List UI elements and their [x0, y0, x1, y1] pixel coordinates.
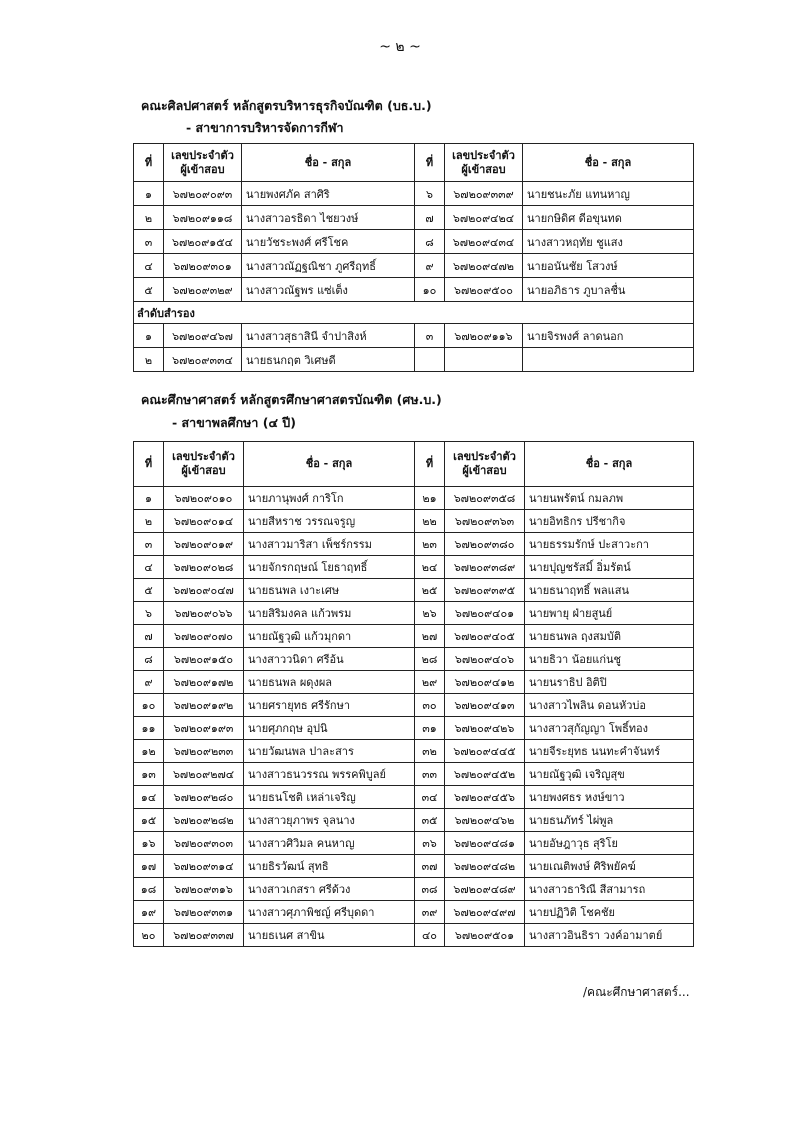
table-row [134, 579, 694, 602]
full-name-cell: นายวัชระพงศ์ ศรีโชค [242, 230, 415, 254]
row-number-cell: ๑๓ [134, 763, 164, 786]
row-number-cell: ๓๓ [415, 763, 445, 786]
exam-id-cell: ๖๗๒๐๙๔๖๒ [445, 809, 525, 832]
exam-id-cell: ๖๗๒๐๙๓๓๗ [164, 924, 244, 947]
exam-id-cell: ๖๗๒๐๙๔๕๒ [445, 763, 525, 786]
exam-id-cell: ๖๗๒๐๙๒๘๒ [164, 809, 244, 832]
reserve-label: ลำดับสำรอง [134, 302, 694, 324]
exam-id-cell: ๖๗๒๐๙๔๑๒ [445, 671, 525, 694]
col-id-header: เลขประจำตัว ผู้เข้าสอบ [164, 442, 244, 487]
row-number-cell: ๒๕ [415, 579, 445, 602]
full-name-cell: นางสาวธนวรรณ พรรคพิบูลย์ [244, 763, 415, 786]
table-header-row [134, 144, 694, 182]
row-number-cell: ๑๑ [134, 717, 164, 740]
full-name-cell: นายจักรกฤษณ์ โยธาฤทธิ์ [244, 556, 415, 579]
exam-id-cell: ๖๗๒๐๙๒๗๔ [164, 763, 244, 786]
col-name-header: ชื่อ - สกุล [242, 144, 415, 182]
exam-id-cell: ๖๗๒๐๙๓๓๔ [164, 348, 242, 372]
row-number-cell: ๑๔ [134, 786, 164, 809]
col-id-header: เลขประจำตัว ผู้เข้าสอบ [164, 144, 242, 182]
full-name-cell: นายพงศธร หงษ์ขาว [525, 786, 694, 809]
full-name-cell: นายณัฐวุฒิ เจริญสุข [525, 763, 694, 786]
row-number-cell: ๒๖ [415, 602, 445, 625]
full-name-cell: นายสิริมงคล แก้วพรม [244, 602, 415, 625]
full-name-cell: นายธนพล เงาะเศษ [244, 579, 415, 602]
table-row [134, 230, 694, 254]
table-row [134, 855, 694, 878]
exam-id-cell: ๖๗๒๐๙๓๙๕ [445, 579, 525, 602]
full-name-cell: นายอภิธาร ภูบาลชื่น [523, 278, 694, 302]
exam-id-cell: ๖๗๒๐๙๑๕๔ [164, 230, 242, 254]
row-number-cell: ๑๖ [134, 832, 164, 855]
exam-id-cell: ๖๗๒๐๙๔๓๔ [445, 230, 523, 254]
row-number-cell: ๒๐ [134, 924, 164, 947]
exam-id-cell: ๖๗๒๐๙๑๙๓ [164, 717, 244, 740]
table-row [134, 809, 694, 832]
full-name-cell: นายนราธิป อิติปิ [525, 671, 694, 694]
row-number-cell: ๒๗ [415, 625, 445, 648]
full-name-cell: นายธนกฤต วิเศษดี [242, 348, 415, 372]
exam-id-cell: ๖๗๒๐๙๔๕๖ [445, 786, 525, 809]
page-number: ~ ๒ ~ [379, 39, 421, 55]
exam-id-cell: ๖๗๒๐๙๓๑๔ [164, 855, 244, 878]
row-number-cell: ๕ [134, 579, 164, 602]
row-number-cell: ๒๒ [415, 510, 445, 533]
row-number-cell: ๒๑ [415, 487, 445, 510]
exam-id-cell: ๖๗๒๐๙๐๖๖ [164, 602, 244, 625]
row-number-cell: ๓ [134, 533, 164, 556]
row-number-cell: ๑ [134, 182, 164, 206]
full-name-cell: นายอิทธิกร ปรีชากิจ [525, 510, 694, 533]
exam-id-cell: ๖๗๒๐๙๓๓๑ [164, 901, 244, 924]
full-name-cell: นายชนะภัย แทนหาญ [523, 182, 694, 206]
full-name-cell: นางสาวเกสรา ศรีด้วง [244, 878, 415, 901]
exam-id-cell: ๖๗๒๐๙๔๘๙ [445, 878, 525, 901]
row-number-cell: ๓ [134, 230, 164, 254]
table-row [134, 182, 694, 206]
table-row [134, 625, 694, 648]
table-row [134, 348, 694, 372]
exam-id-cell: ๖๗๒๐๙๔๔๕ [445, 740, 525, 763]
row-number-cell: ๑๗ [134, 855, 164, 878]
exam-id-cell: ๖๗๒๐๙๓๐๓ [164, 832, 244, 855]
row-number-cell: ๑ [134, 324, 164, 348]
exam-id-cell: ๖๗๒๐๙๓๘๙ [445, 556, 525, 579]
row-number-cell: ๒๔ [415, 556, 445, 579]
exam-id-cell: ๖๗๒๐๙๓๕๘ [445, 487, 525, 510]
row-number-cell: ๓๙ [415, 901, 445, 924]
full-name-cell: นางสาวธาริณี สีสามารถ [525, 878, 694, 901]
row-number-cell: ๙ [134, 671, 164, 694]
col-name-header: ชื่อ - สกุล [525, 442, 694, 487]
row-number-cell: ๙ [415, 254, 445, 278]
full-name-cell: นางสาวสุธาสินี จำปาสิงห์ [242, 324, 415, 348]
section1-table [133, 143, 694, 372]
table-row [134, 533, 694, 556]
full-name-cell: นายธนพล ผดุงผล [244, 671, 415, 694]
row-number-cell: ๑๘ [134, 878, 164, 901]
col-no-header: ที่ [415, 144, 445, 182]
col-no-header: ที่ [134, 144, 164, 182]
exam-id-cell: ๖๗๒๐๙๓๐๑ [164, 254, 242, 278]
table-row [134, 487, 694, 510]
full-name-cell: นายธิรวัฒน์ สุทธิ [244, 855, 415, 878]
row-number-cell: ๒ [134, 206, 164, 230]
row-number-cell: ๖ [415, 182, 445, 206]
full-name-cell: นายธนโชติ เหล่าเจริญ [244, 786, 415, 809]
exam-id-cell [445, 348, 523, 372]
full-name-cell: นายเณติพงษ์ ศิริพยัคฆ์ [525, 855, 694, 878]
row-number-cell: ๗ [134, 625, 164, 648]
exam-id-cell: ๖๗๒๐๙๔๖๗ [164, 324, 242, 348]
exam-id-cell: ๖๗๒๐๙๔๙๗ [445, 901, 525, 924]
exam-id-cell: ๖๗๒๐๙๔๒๖ [445, 717, 525, 740]
full-name-cell: นางสาวณัฐพร แซ่เต็ง [242, 278, 415, 302]
exam-id-cell: ๖๗๒๐๙๔๒๔ [445, 206, 523, 230]
full-name-cell: นายธนภัทร์ ไผ่พูล [525, 809, 694, 832]
exam-id-cell: ๖๗๒๐๙๑๑๖ [445, 324, 523, 348]
row-number-cell: ๔๐ [415, 924, 445, 947]
exam-id-cell: ๖๗๒๐๙๕๐๐ [445, 278, 523, 302]
table-row [134, 878, 694, 901]
row-number-cell: ๒ [134, 510, 164, 533]
row-number-cell: ๓๗ [415, 855, 445, 878]
table-row [134, 717, 694, 740]
full-name-cell: นายพายุ ฝ่ายสูนย์ [525, 602, 694, 625]
full-name-cell: นายธนพล ฤงสมบัติ [525, 625, 694, 648]
row-number-cell: ๑ [134, 487, 164, 510]
table-row [134, 602, 694, 625]
row-number-cell: ๓๑ [415, 717, 445, 740]
full-name-cell: นายธรรมรักษ์ ปะสาวะกา [525, 533, 694, 556]
full-name-cell: นายอัษฎาวุธ สุริโย [525, 832, 694, 855]
col-name-header: ชื่อ - สกุล [523, 144, 694, 182]
table-row [134, 763, 694, 786]
exam-id-cell: ๖๗๒๐๙๔๘๑ [445, 832, 525, 855]
row-number-cell: ๑๕ [134, 809, 164, 832]
full-name-cell: นายวัฒนพล ปาละสาร [244, 740, 415, 763]
exam-id-cell: ๖๗๒๐๙๐๑๔ [164, 510, 244, 533]
row-number-cell: ๓ [415, 324, 445, 348]
full-name-cell: นางสาววนิดา ศรีอ้น [244, 648, 415, 671]
full-name-cell: นางสาวณัฏฐณิชา ภูศรีฤทธิ์ [242, 254, 415, 278]
exam-id-cell: ๖๗๒๐๙๓๖๓ [445, 510, 525, 533]
row-number-cell: ๘ [415, 230, 445, 254]
full-name-cell: นายอนันชัย โสวงษ์ [523, 254, 694, 278]
table-header-row [134, 442, 694, 487]
row-number-cell: ๓๘ [415, 878, 445, 901]
table-row [134, 206, 694, 230]
exam-id-cell: ๖๗๒๐๙๑๑๘ [164, 206, 242, 230]
full-name-cell: นางสาวอรธิดา ไชยวงษ์ [242, 206, 415, 230]
exam-id-cell: ๖๗๒๐๙๐๗๐ [164, 625, 244, 648]
section2-table [133, 441, 694, 947]
row-number-cell: ๒ [134, 348, 164, 372]
table-row [134, 324, 694, 348]
table-row [134, 254, 694, 278]
table-row [134, 671, 694, 694]
full-name-cell: นางสาวอินธิรา วงค์อามาตย์ [525, 924, 694, 947]
full-name-cell: นายจีระยุทธ นนทะคำจันทร์ [525, 740, 694, 763]
full-name-cell: นางสาวศุภาพิชญ์ ศรีบุดดา [244, 901, 415, 924]
table-row [134, 278, 694, 302]
table-row [134, 786, 694, 809]
exam-id-cell: ๖๗๒๐๙๐๑๙ [164, 533, 244, 556]
exam-id-cell: ๖๗๒๐๙๐๒๘ [164, 556, 244, 579]
section1-major-title: - สาขาการบริหารจัดการกีฬา [186, 120, 344, 135]
full-name-cell: นายจิรพงศ์ ลาดนอก [523, 324, 694, 348]
exam-id-cell: ๖๗๒๐๙๐๔๗ [164, 579, 244, 602]
exam-id-cell: ๖๗๒๐๙๓๘๐ [445, 533, 525, 556]
full-name-cell: นายธิวา น้อยแก่นชู [525, 648, 694, 671]
exam-id-cell: ๖๗๒๐๙๑๕๐ [164, 648, 244, 671]
exam-id-cell: ๖๗๒๐๙๔๐๑ [445, 602, 525, 625]
col-no-header: ที่ [415, 442, 445, 487]
exam-id-cell: ๖๗๒๐๙๓๓๙ [445, 182, 523, 206]
exam-id-cell: ๖๗๒๐๙๔๐๕ [445, 625, 525, 648]
table-row [134, 510, 694, 533]
full-name-cell: นายธนาฤทธิ์ พลแสน [525, 579, 694, 602]
exam-id-cell: ๖๗๒๐๙๒๓๓ [164, 740, 244, 763]
full-name-cell: นายธเนศ สาขิน [244, 924, 415, 947]
row-number-cell: ๓๖ [415, 832, 445, 855]
exam-id-cell: ๖๗๒๐๙๔๗๒ [445, 254, 523, 278]
exam-id-cell: ๖๗๒๐๙๔๑๓ [445, 694, 525, 717]
full-name-cell: นายปฏิวิติ โชคชัย [525, 901, 694, 924]
table-row [134, 740, 694, 763]
row-number-cell: ๒๙ [415, 671, 445, 694]
col-no-header: ที่ [134, 442, 164, 487]
full-name-cell: นายศรายุทธ ศรีรักษา [244, 694, 415, 717]
table-row [134, 648, 694, 671]
full-name-cell: นายณัฐวุฒิ แก้วมุกดา [244, 625, 415, 648]
full-name-cell: นางสาวหฤทัย ชูแสง [523, 230, 694, 254]
row-number-cell: ๔ [134, 254, 164, 278]
exam-id-cell: ๖๗๒๐๙๐๙๓ [164, 182, 242, 206]
exam-id-cell: ๖๗๒๐๙๓๒๙ [164, 278, 242, 302]
full-name-cell: นายพงศภัค สาศิริ [242, 182, 415, 206]
row-number-cell: ๑๐ [134, 694, 164, 717]
col-name-header: ชื่อ - สกุล [244, 442, 415, 487]
row-number-cell: ๑๒ [134, 740, 164, 763]
full-name-cell: นายกษิดิศ ดีอขุนทด [523, 206, 694, 230]
full-name-cell: นายสีหราช วรรณจรูญ [244, 510, 415, 533]
row-number-cell: ๘ [134, 648, 164, 671]
col-id-header: เลขประจำตัว ผู้เข้าสอบ [445, 144, 523, 182]
next-page-note: /คณะศึกษาศาสตร์... [583, 985, 690, 999]
exam-id-cell: ๖๗๒๐๙๑๗๒ [164, 671, 244, 694]
row-number-cell: ๓๔ [415, 786, 445, 809]
row-number-cell: ๓๒ [415, 740, 445, 763]
row-number-cell: ๔ [134, 556, 164, 579]
exam-id-cell: ๖๗๒๐๙๕๐๑ [445, 924, 525, 947]
table-row [134, 901, 694, 924]
exam-id-cell: ๖๗๒๐๙๑๙๒ [164, 694, 244, 717]
exam-id-cell: ๖๗๒๐๙๓๑๖ [164, 878, 244, 901]
row-number-cell: ๖ [134, 602, 164, 625]
section2-faculty-title: คณะศึกษาศาสตร์ หลักสูตรศึกษาศาสตรบัณฑิต (ศษ.บ.) [141, 392, 442, 407]
row-number-cell: ๓๕ [415, 809, 445, 832]
section2-major-title: - สาขาพลศึกษา (๔ ปี) [172, 415, 296, 430]
full-name-cell: นางสาวมาริสา เพ็ชร์กรรม [244, 533, 415, 556]
table-row [134, 832, 694, 855]
col-id-header: เลขประจำตัว ผู้เข้าสอบ [445, 442, 525, 487]
row-number-cell: ๕ [134, 278, 164, 302]
full-name-cell: นางสาวยุภาพร จุลนาง [244, 809, 415, 832]
table-row [134, 556, 694, 579]
full-name-cell: นางสาวสุกัญญา โพธิ์ทอง [525, 717, 694, 740]
full-name-cell: นายภานุพงศ์ การิโก [244, 487, 415, 510]
reserve-subheader-row [134, 302, 694, 324]
exam-id-cell: ๖๗๒๐๙๔๘๒ [445, 855, 525, 878]
table-row [134, 924, 694, 947]
row-number-cell: ๑๙ [134, 901, 164, 924]
full-name-cell [523, 348, 694, 372]
full-name-cell: นายนพรัตน์ กมลภพ [525, 487, 694, 510]
section1-faculty-title: คณะศิลปศาสตร์ หลักสูตรบริหารธุรกิจบัณฑิต (บธ.บ.) [141, 98, 432, 113]
exam-id-cell: ๖๗๒๐๙๐๑๐ [164, 487, 244, 510]
row-number-cell: ๓๐ [415, 694, 445, 717]
row-number-cell: ๒๘ [415, 648, 445, 671]
full-name-cell: นางสาวศิวิมล คนหาญ [244, 832, 415, 855]
row-number-cell: ๗ [415, 206, 445, 230]
table-row [134, 694, 694, 717]
full-name-cell: นายปุญชรัสมิ์ อิ่มรัตน์ [525, 556, 694, 579]
row-number-cell: ๒๓ [415, 533, 445, 556]
exam-id-cell: ๖๗๒๐๙๒๘๐ [164, 786, 244, 809]
full-name-cell: นายศุภกฤษ อุปนิ [244, 717, 415, 740]
full-name-cell: นางสาวไพลิน ดอนหัวบ่อ [525, 694, 694, 717]
row-number-cell [415, 348, 445, 372]
exam-id-cell: ๖๗๒๐๙๔๐๖ [445, 648, 525, 671]
row-number-cell: ๑๐ [415, 278, 445, 302]
